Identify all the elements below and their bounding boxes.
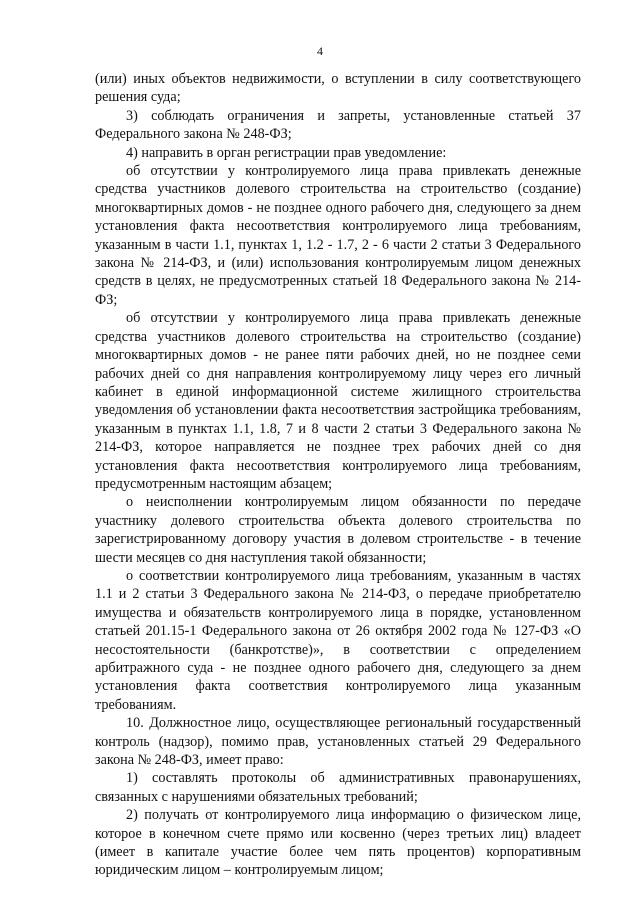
- document-body: [95, 70, 581, 880]
- paragraph-notice-nonfulfillment: о неисполнении контролируемым лицом обязанности по передаче участнику долевого строительства объекта долевого строительства по зарегистрированному договору участия в долевом строительстве - в течение шести месяцев со дня наступления такой обязанности;: [95, 494, 581, 566]
- paragraph-item-3: 3) соблюдать ограничения и запреты, установленные статьей 37 Федерального закона № 248-ФЗ;: [95, 107, 581, 143]
- paragraph-notice-no-right-2: об отсутствии у контролируемого лица права привлекать денежные средства участников долевого строительства на строительство (создание) многоквартирных домов - не ранее пяти рабочих дней, но не позднее семи рабочих дней со дня направления контролируемому лицу через его личный кабинет в единой информационной системе жилищного строительства уведомления об установлении факта несоответствия застройщика требованиям, указанным в пунктах 1.1, 1.8, 7 и 8 части 2 статьи 3 Федерального закона № 214-ФЗ, которое направляется не позднее трех рабочих дней со дня установления факта несоответствия контролируемого лица требованиям, предусмотренным настоящим абзацем;: [95, 310, 581, 492]
- page-number: 4: [317, 44, 323, 58]
- paragraph-notice-no-right-1: об отсутствии у контролируемого лица права привлекать денежные средства участников долевого строительства на строительство (создание) многоквартирных домов - не позднее одного рабочего дня, следующего за днем установления факта несоответствия контролируемого лица требованиям, указанным в части 1.1, пунктах 1, 1.2 - 1.7, 2 - 6 части 2 статьи 3 Федерального закона № 214-ФЗ, и (или) использования контролируемым лицом денежных средств в целях, не предусмотренных статьей 18 Федерального закона № 214-ФЗ;: [95, 163, 581, 308]
- paragraph-item-4: 4) направить в орган регистрации прав уведомление:: [126, 144, 447, 161]
- paragraph-continuation: (или) иных объектов недвижимости, о вступлении в силу соответствующего решения суда;: [95, 71, 581, 106]
- paragraph-right-2: 2) получать от контролируемого лица информацию о физическом лице, которое в конечном счете прямо или косвенно (через третьих лиц) владеет (имеет в капитале участие более чем пять процентов) корпоративным юридическим лицом – контролируемым лицом;: [95, 807, 581, 879]
- paragraph-right-1: 1) составлять протоколы об административных правонарушениях, связанных с нарушениями обязательных требований;: [95, 770, 581, 805]
- paragraph-section-10: 10. Должностное лицо, осуществляющее региональный государственный контроль (надзор), помимо прав, установленных статьей 29 Федерального закона № 248-ФЗ, имеет право:: [95, 715, 581, 769]
- paragraph-notice-compliance: о соответствии контролируемого лица требованиям, указанным в частях 1.1 и 2 статьи 3 Федерального закона № 214-ФЗ, о передаче приобретателю имущества и обязательств контролируемого лица в порядке, установленном статьей 201.15-1 Федерального закона от 26 октября 2002 года № 127-ФЗ «О несостоятельности (банкротстве)», в соответствии с определением арбитражного суда - не позднее одного рабочего дня, следующего за днем установления факта соответствия контролируемого лица указанным требованиям.: [95, 567, 581, 713]
